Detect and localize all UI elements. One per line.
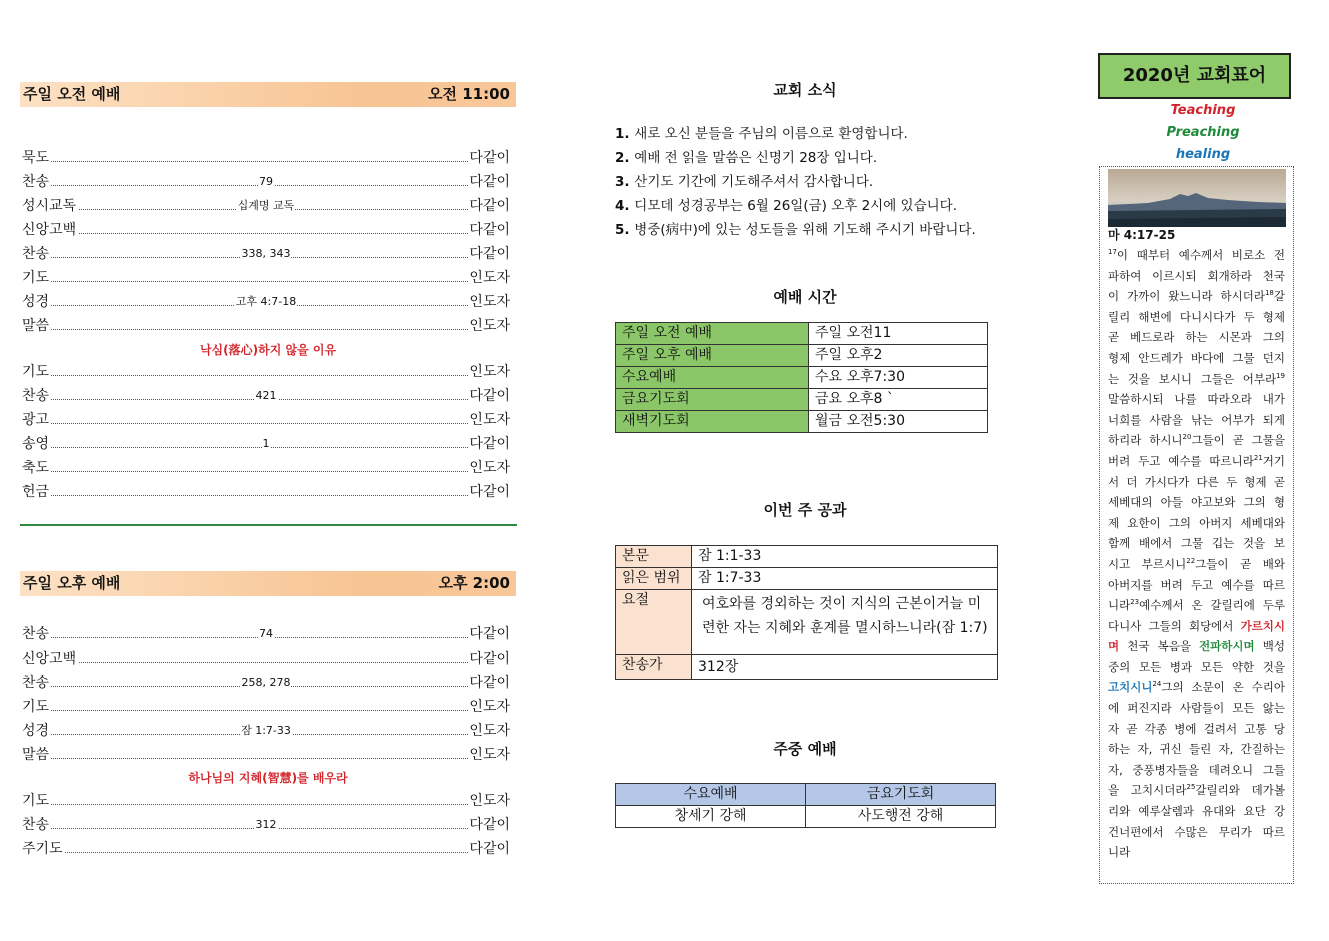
- news-title: 교회 소식: [773, 81, 837, 99]
- scripture-reference: 마 4:17-25: [1108, 228, 1176, 242]
- scripture-fragment: 갈: [1273, 289, 1285, 304]
- verse-number: 17: [1108, 248, 1117, 257]
- verse-number: 19: [1276, 371, 1285, 380]
- order-row: [22, 410, 510, 430]
- dotted-leader: [22, 281, 510, 282]
- scripture-line: [1108, 595, 1285, 616]
- order-row: [22, 244, 510, 264]
- scripture-fragment: 자, 중풍병자들을 데려오니 그들: [1108, 762, 1285, 777]
- dotted-leader: [22, 423, 510, 424]
- lesson-row: [616, 655, 998, 680]
- scripture-fragment: 리와 예루살렘과 유대와 요단 강: [1108, 804, 1285, 819]
- scripture-line: [1108, 327, 1285, 348]
- schedule-value: 주일 오후2: [809, 345, 988, 367]
- order-item-leader: 다같이: [469, 626, 510, 642]
- motto-word-healing: healing: [1175, 147, 1231, 162]
- news-item: [615, 218, 1035, 242]
- order-item-name: 성경: [22, 723, 50, 739]
- scripture-fragment: 며: [1108, 639, 1120, 654]
- scripture-line: [1108, 369, 1285, 390]
- news-item: [615, 170, 1035, 194]
- scripture-fragment: 을 고치시더라: [1108, 783, 1187, 798]
- dotted-leader: [22, 161, 510, 162]
- order-item-leader: 다같이: [469, 484, 510, 500]
- dotted-leader: [22, 662, 510, 663]
- afternoon-service-title: 주일 오후 예배: [23, 574, 121, 592]
- order-item-name: 신앙고백: [22, 651, 77, 667]
- morning-service-time: 오전 11:00: [428, 85, 510, 103]
- scripture-fragment: 그들이 곧 그물을: [1191, 433, 1286, 448]
- schedule-value: 수요 오후7:30: [809, 367, 988, 389]
- scripture-line: [1108, 410, 1285, 431]
- order-item-name: 찬송: [22, 246, 50, 262]
- scripture-fragment: 하는 자, 귀신 들린 자, 간질하는: [1108, 742, 1285, 757]
- news-item-number: 1.: [615, 126, 630, 142]
- scripture-fragment: 건너편에서 수많은 무리가 따르: [1108, 824, 1285, 839]
- scripture-fragment: 가르치시: [1240, 618, 1285, 633]
- order-item-detail-wrap: [22, 673, 510, 693]
- scripture-fragment: 백성: [1254, 639, 1286, 654]
- news-item: [615, 122, 1035, 146]
- midweek-title: 주중 예배: [773, 740, 837, 758]
- lesson-label: 본문: [616, 546, 692, 568]
- schedule-title: 예배 시간: [773, 288, 837, 306]
- order-item-detail-wrap: [22, 721, 510, 741]
- lesson-row: [616, 568, 998, 590]
- order-item-detail: 79: [259, 175, 273, 188]
- verse-number: 25: [1186, 783, 1196, 792]
- scripture-line: [1108, 430, 1285, 451]
- scripture-line: [1108, 451, 1285, 472]
- order-item-leader: 다같이: [469, 436, 510, 452]
- scripture-line: [1108, 245, 1285, 266]
- scripture-line: [1108, 739, 1285, 760]
- lesson-table: [615, 545, 998, 680]
- order-item-leader: 다같이: [469, 222, 510, 238]
- news-item-text: 산기도 기간에 기도해주셔서 감사합니다.: [634, 174, 874, 190]
- schedule-value: 금요 오후8 `: [809, 389, 988, 411]
- scripture-line: [1108, 801, 1285, 822]
- verse-number: 20: [1182, 433, 1192, 442]
- dotted-leader: [22, 233, 510, 234]
- order-item-leader: 인도자: [469, 412, 510, 428]
- morning-service-title: 주일 오전 예배: [23, 85, 121, 103]
- order-row: [22, 673, 510, 693]
- schedule-label: 수요예배: [616, 367, 809, 389]
- scripture-fragment: 하리라 하시니: [1108, 433, 1183, 448]
- order-item-name: 성시교독: [22, 198, 77, 214]
- news-item-number: 2.: [615, 150, 630, 166]
- schedule-value: 주일 오전11: [809, 323, 988, 345]
- lesson-label: 요절: [616, 590, 692, 655]
- order-item-leader: 인도자: [469, 294, 510, 310]
- order-row: [22, 386, 510, 406]
- order-item-leader: 다같이: [469, 841, 510, 857]
- lesson-value: 여호와를 경외하는 것이 지식의 근본이거늘 미련한 자는 지혜와 훈계를 멸시하느니라(잠 1:7): [692, 590, 998, 655]
- order-item-name: 광고: [22, 412, 50, 428]
- dotted-leader: [22, 804, 510, 805]
- scripture-line: [1108, 575, 1285, 596]
- schedule-row: [616, 323, 988, 345]
- order-row: [22, 268, 510, 288]
- lesson-label: 찬송가: [616, 655, 692, 680]
- order-item-detail-wrap: [22, 244, 510, 264]
- section-divider: [20, 524, 517, 526]
- news-item-text: 병중(病中)에 있는 성도들을 위해 기도해 주시기 바랍니다.: [634, 222, 976, 238]
- order-item-leader: 다같이: [469, 150, 510, 166]
- afternoon-sermon-title: 하나님의 지혜(智慧)를 배우라: [188, 771, 348, 785]
- afternoon-service-header: [20, 571, 516, 596]
- news-item-number: 3.: [615, 174, 630, 190]
- schedule-label: 주일 오전 예배: [616, 323, 809, 345]
- motto-word-teaching: Teaching: [1170, 103, 1236, 118]
- news-item: [615, 194, 1035, 218]
- schedule-table: [615, 322, 988, 433]
- order-row: [22, 721, 510, 741]
- scripture-box: [1099, 166, 1294, 884]
- order-item-name: 송영: [22, 436, 50, 452]
- scripture-line: [1108, 513, 1285, 534]
- schedule-label: 새벽기도회: [616, 411, 809, 433]
- order-row: [22, 316, 510, 336]
- afternoon-service-time: 오후 2:00: [438, 574, 510, 592]
- scripture-line: [1108, 286, 1285, 307]
- scripture-fragment: 서 더 가시다가 다른 두 형제 곧: [1108, 474, 1285, 489]
- order-item-leader: 다같이: [469, 198, 510, 214]
- scripture-fragment: 말씀하시되 나를 따라오라 내가: [1108, 392, 1285, 407]
- order-item-detail: 고후 4:7-18: [235, 295, 297, 308]
- scripture-fragment: 니라: [1108, 598, 1131, 613]
- news-item-text: 예배 전 읽을 말씀은 신명기 28장 입니다.: [634, 150, 878, 166]
- morning-service-header: [20, 82, 516, 107]
- scripture-fragment: 함께 배에서 그물 깁는 것을 보: [1108, 536, 1285, 551]
- news-item-number: 5.: [615, 222, 630, 238]
- order-item-name: 기도: [22, 270, 50, 286]
- order-row: [22, 148, 510, 168]
- order-row: [22, 745, 510, 765]
- order-item-name: 찬송: [22, 675, 50, 691]
- order-item-leader: 인도자: [469, 270, 510, 286]
- order-item-detail: 312: [255, 818, 277, 831]
- order-item-leader: 다같이: [469, 817, 510, 833]
- schedule-row: [616, 389, 988, 411]
- order-row: [22, 482, 510, 502]
- scripture-text: [1108, 245, 1285, 863]
- scripture-fragment: 곧 베드로라 하는 시몬과 그의: [1108, 330, 1285, 345]
- order-item-name: 묵도: [22, 150, 50, 166]
- scripture-line: [1108, 760, 1285, 781]
- verse-number: 24: [1152, 680, 1162, 689]
- dotted-leader: [22, 471, 510, 472]
- order-row: [22, 697, 510, 717]
- scripture-line: [1108, 472, 1285, 493]
- scripture-fragment: 세베대의 아들 야고보와 그의 형: [1108, 495, 1285, 510]
- order-row: [22, 624, 510, 644]
- scripture-fragment: 전파하시며: [1199, 639, 1255, 654]
- order-row: [22, 362, 510, 382]
- motto-title: 2020년 교회표어: [1098, 53, 1291, 99]
- order-row: [22, 292, 510, 312]
- order-item-leader: 인도자: [469, 318, 510, 334]
- order-item-name: 말씀: [22, 318, 50, 334]
- order-item-detail: 십계명 교독: [237, 199, 295, 212]
- order-row: [22, 458, 510, 478]
- lesson-label: 읽은 범위: [616, 568, 692, 590]
- schedule-label: 금요기도회: [616, 389, 809, 411]
- order-item-name: 기도: [22, 364, 50, 380]
- scripture-fragment: 버려 두고 예수를 따르니라: [1108, 453, 1254, 468]
- scripture-fragment: 이 때부터 예수께서 비로소 전: [1116, 248, 1285, 262]
- scripture-line: [1108, 657, 1285, 678]
- order-item-leader: 다같이: [469, 388, 510, 404]
- order-row: [22, 196, 510, 216]
- lesson-value: 잠 1:1-33: [692, 546, 998, 568]
- order-item-detail: 421: [255, 389, 277, 402]
- dotted-leader: [22, 710, 510, 711]
- order-item-name: 성경: [22, 294, 50, 310]
- scripture-fragment: 이 가까이 왔느니라 하시더라: [1108, 289, 1265, 304]
- scripture-fragment: 천국 복음을: [1119, 639, 1200, 654]
- schedule-value: 월금 오전5:30: [809, 411, 988, 433]
- lesson-row: [616, 546, 998, 568]
- verse-number: 22: [1186, 557, 1196, 566]
- scripture-line: [1108, 616, 1285, 637]
- schedule-row: [616, 345, 988, 367]
- scripture-line: [1108, 842, 1285, 863]
- order-item-leader: 다같이: [469, 174, 510, 190]
- news-item-text: 새로 오신 분들을 주님의 이름으로 환영합니다.: [634, 126, 908, 142]
- verse-number: 21: [1253, 454, 1263, 463]
- order-item-detail-wrap: [22, 196, 510, 216]
- order-item-name: 찬송: [22, 174, 50, 190]
- order-row: [22, 839, 510, 859]
- midweek-table: [615, 783, 996, 828]
- midweek-value-fri: 사도행전 강해: [806, 806, 996, 828]
- verse-number: 23: [1130, 598, 1140, 607]
- scripture-fragment: 에 퍼진지라 사람들이 모든 앓는: [1108, 701, 1285, 716]
- scripture-line: [1108, 719, 1285, 740]
- scripture-line: [1108, 307, 1285, 328]
- order-row: [22, 220, 510, 240]
- order-row: [22, 172, 510, 192]
- news-list: [615, 122, 1035, 242]
- dotted-leader: [22, 375, 510, 376]
- order-item-detail: 잠 1:7-33: [241, 724, 291, 737]
- scripture-fragment: 파하여 이르시되 회개하라 천국: [1108, 268, 1285, 283]
- order-item-name: 기도: [22, 793, 50, 809]
- schedule-row: [616, 411, 988, 433]
- order-item-leader: 인도자: [469, 699, 510, 715]
- order-item-detail-wrap: [22, 624, 510, 644]
- news-item-text: 디모데 성경공부는 6월 26일(금) 오후 2시에 있습니다.: [634, 198, 958, 214]
- order-item-name: 말씀: [22, 747, 50, 763]
- scripture-line: [1108, 780, 1285, 801]
- scripture-line: [1108, 348, 1285, 369]
- scripture-line: [1108, 636, 1285, 657]
- scripture-line: [1108, 492, 1285, 513]
- schedule-row: [616, 367, 988, 389]
- order-item-leader: 인도자: [469, 723, 510, 739]
- order-item-detail-wrap: [22, 172, 510, 192]
- midweek-header-fri: 금요기도회: [806, 784, 996, 806]
- order-row: [22, 815, 510, 835]
- scripture-line: [1108, 677, 1285, 698]
- order-item-name: 축도: [22, 460, 50, 476]
- dotted-leader: [22, 758, 510, 759]
- scripture-line: [1108, 533, 1285, 554]
- lesson-value: 312장: [692, 655, 998, 680]
- order-item-leader: 인도자: [469, 747, 510, 763]
- order-item-name: 찬송: [22, 817, 50, 833]
- news-item: [615, 146, 1035, 170]
- order-item-detail-wrap: [22, 292, 510, 312]
- order-item-detail: 74: [259, 627, 273, 640]
- midweek-value-wed: 창세기 강해: [616, 806, 806, 828]
- scripture-line: [1108, 266, 1285, 287]
- order-item-name: 주기도: [22, 841, 63, 857]
- lesson-value: 잠 1:7-33: [692, 568, 998, 590]
- scripture-fragment: 다니사 그들의 회당에서: [1108, 618, 1241, 633]
- lesson-row: [616, 590, 998, 655]
- order-item-leader: 인도자: [469, 793, 510, 809]
- order-item-detail-wrap: [22, 815, 510, 835]
- scripture-fragment: 중의 모든 병과 모든 약한 것을: [1108, 659, 1285, 674]
- scripture-fragment: 제 요한이 그의 아버지 세베대와: [1108, 515, 1285, 530]
- scripture-line: [1108, 822, 1285, 843]
- scripture-fragment: 자 곧 각종 병에 걸려서 고통 당: [1108, 721, 1285, 736]
- order-item-name: 찬송: [22, 388, 50, 404]
- landscape-image: [1108, 169, 1286, 227]
- scripture-fragment: 고치시니: [1108, 680, 1153, 695]
- scripture-fragment: 그들이 곧 배와: [1195, 556, 1286, 571]
- order-row: [22, 791, 510, 811]
- verse-number: 18: [1264, 289, 1274, 298]
- news-item-number: 4.: [615, 198, 630, 214]
- schedule-label: 주일 오후 예배: [616, 345, 809, 367]
- scripture-fragment: 예수께서 온 갈릴리에 두루: [1139, 598, 1285, 613]
- motto-word-preaching: Preaching: [1166, 125, 1240, 140]
- morning-sermon-title: 낙심(落心)하지 않을 이유: [199, 343, 337, 357]
- order-item-detail: 338, 343: [241, 247, 291, 260]
- dotted-leader: [22, 852, 510, 853]
- order-item-leader: 다같이: [469, 246, 510, 262]
- scripture-fragment: 릴리 해변에 다니시다가 두 형제: [1108, 309, 1285, 324]
- order-item-name: 기도: [22, 699, 50, 715]
- order-row: [22, 434, 510, 454]
- order-item-detail-wrap: [22, 434, 510, 454]
- order-item-name: 헌금: [22, 484, 50, 500]
- scripture-line: [1108, 698, 1285, 719]
- scripture-fragment: 는 것을 보시니 그들은 어부라: [1108, 371, 1277, 386]
- dotted-leader: [22, 329, 510, 330]
- scripture-fragment: 형제 안드레가 바다에 그물 던지: [1108, 350, 1285, 365]
- scripture-fragment: 시고 부르시니: [1108, 556, 1187, 571]
- midweek-header-wed: 수요예배: [616, 784, 806, 806]
- order-item-leader: 다같이: [469, 651, 510, 667]
- order-item-detail: 1: [262, 437, 270, 450]
- scripture-line: [1108, 389, 1285, 410]
- scripture-fragment: 아버지를 버려 두고 예수를 따르: [1108, 577, 1285, 592]
- order-item-detail-wrap: [22, 386, 510, 406]
- scripture-fragment: 그의 소문이 온 수리아: [1161, 680, 1285, 695]
- order-row: [22, 649, 510, 669]
- order-item-name: 신앙고백: [22, 222, 77, 238]
- dotted-leader: [22, 495, 510, 496]
- scripture-line: [1108, 554, 1285, 575]
- order-item-leader: 인도자: [469, 460, 510, 476]
- order-item-detail: 258, 278: [241, 676, 291, 689]
- scripture-fragment: 갈릴리와 데가볼: [1195, 783, 1285, 798]
- scripture-fragment: 너희를 사람을 낚는 어부가 되게: [1108, 412, 1285, 427]
- order-item-leader: 다같이: [469, 675, 510, 691]
- order-item-leader: 인도자: [469, 364, 510, 380]
- order-item-name: 찬송: [22, 626, 50, 642]
- lesson-title: 이번 주 공과: [763, 501, 847, 519]
- scripture-fragment: 니라: [1108, 845, 1131, 860]
- scripture-fragment: 거기: [1262, 453, 1285, 468]
